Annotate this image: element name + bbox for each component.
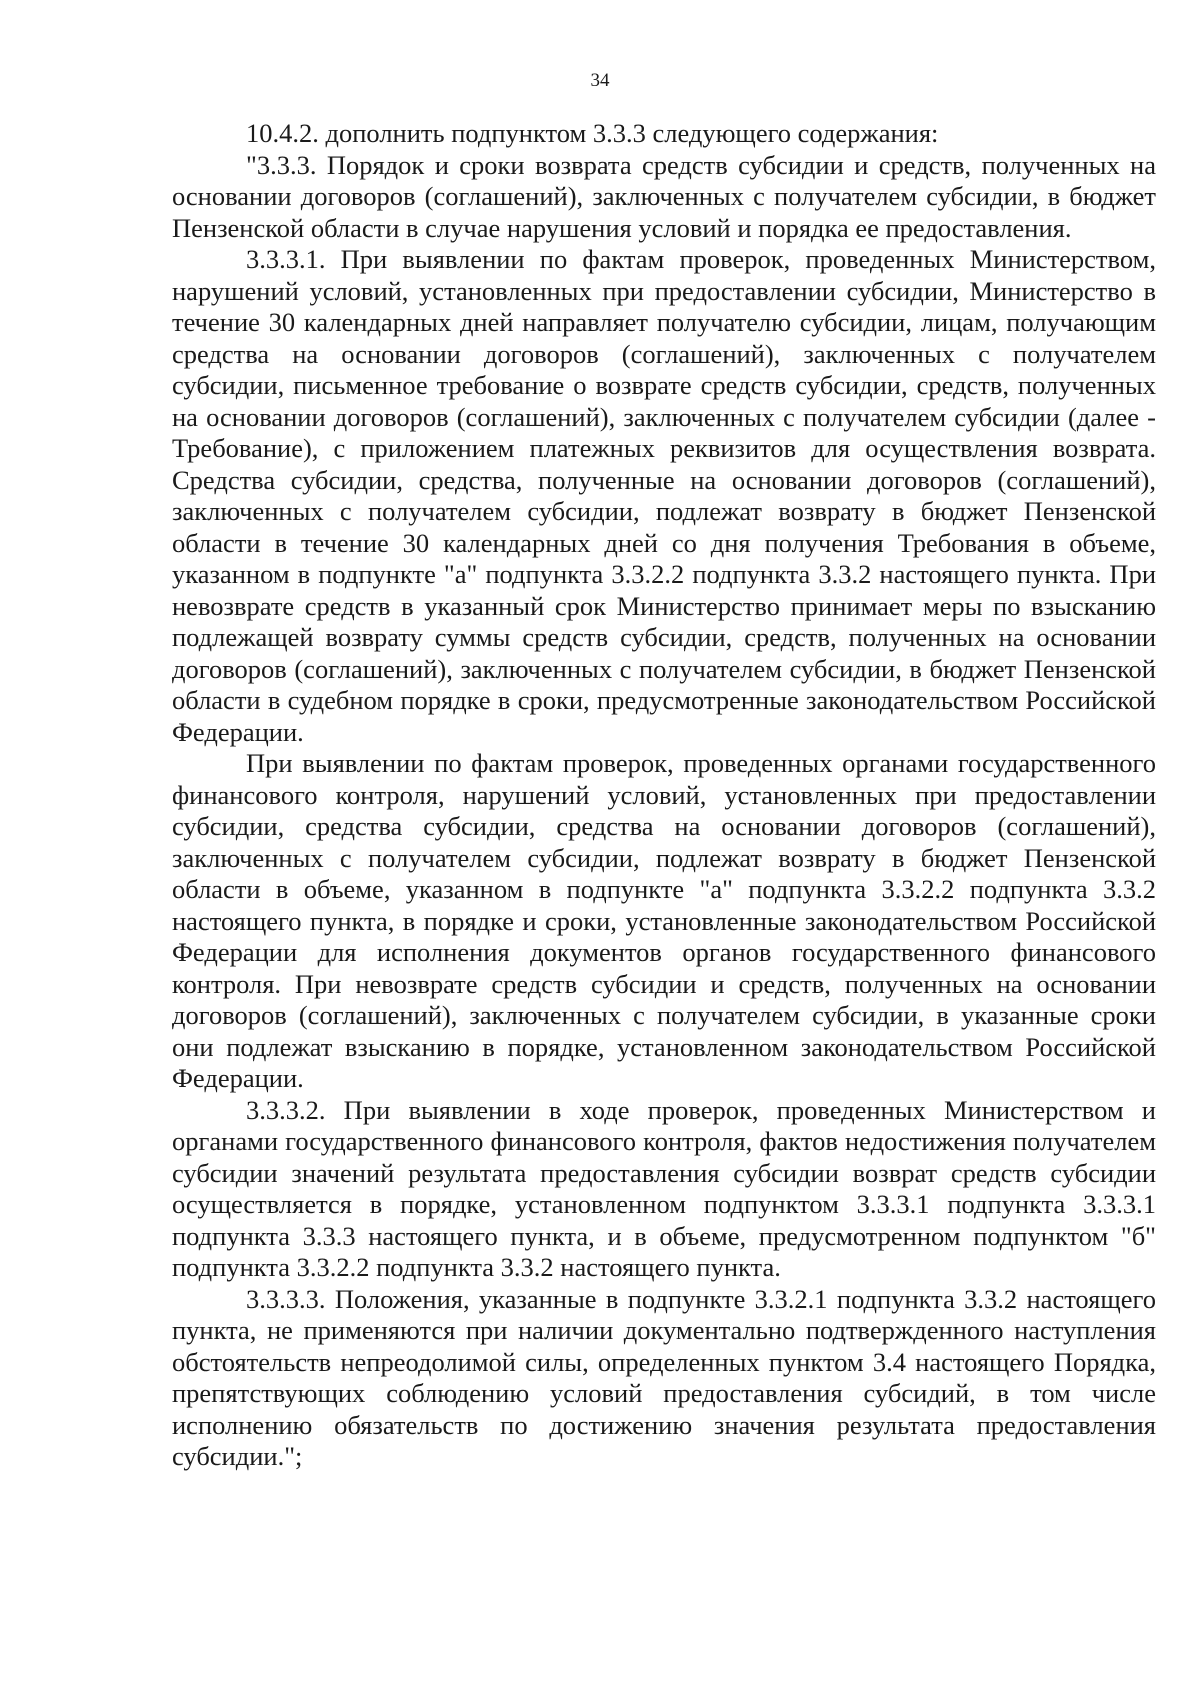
paragraph-financial-control: При выявлении по фактам проверок, проведенных органами государственного финансового контроля, нарушений условий, установленных при предоставлении субсидии, средства субсидии, средства на основании договоров (соглашений), заключенных с получателем субсидии, подлежат возврату в бюджет Пензенской области в объеме, указанном в подпункте "а" подпункта 3.3.2.2 подпункта 3.3.2 настоящего пункта, в порядке и сроки, установленные законодательством Российской Федерации для исполнения документов органов государственного финансового контроля. При невозврате средств субсидии и средств, полученных на основании договоров (соглашений), заключенных с получателем субсидии, в указанные сроки они подлежат взысканию в порядке, установленном законодательством Российской Федерации.: [172, 748, 1156, 1093]
document-body: [172, 118, 1156, 1473]
paragraph-3-3-3-3: 3.3.3.3. Положения, указанные в подпункте 3.3.2.1 подпункта 3.3.2 настоящего пункта, не применяются при наличии документально подтвержденного наступления обстоятельств непреодолимой силы, определенных пунктом 3.4 настоящего Порядка, препятствующих соблюдению условий предоставления субсидий, в том числе исполнению обязательств по достижению значения результата предоставления субсидии.";: [172, 1283, 1156, 1471]
page-number: 34: [590, 70, 610, 91]
paragraph-3-3-3-1: 3.3.3.1. При выявлении по фактам проверок, проведенных Министерством, нарушений условий, установленных при предоставлении субсидии, Министерство в течение 30 календарных дней направляет получателю субсидии, лицам, получающим средства на основании договоров (соглашений), заключенных с получателем субсидии, письменное требование о возврате средств субсидии, средств, полученных на основании договоров (соглашений), заключенных с получателем субсидии (далее - Требование), с приложением платежных реквизитов для осуществления возврата. Средства субсидии, средства, полученные на основании договоров (соглашений), заключенных с получателем субсидии, подлежат возврату в бюджет Пензенской области в течение 30 календарных дней со дня получения Требования в объеме, указанном в подпункте "а" подпункта 3.3.2.2 подпункта 3.3.2 настоящего пункта. При невозврате средств в указанный срок Министерство принимает меры по взысканию подлежащей возврату суммы средств субсидии, средств, полученных на основании договоров (соглашений), заключенных с получателем субсидии, в бюджет Пензенской области в судебном порядке в сроки, предусмотренные законодательством Российской Федерации.: [172, 244, 1156, 747]
paragraph-10-4-2: 10.4.2. дополнить подпунктом 3.3.3 следующего содержания:: [246, 118, 939, 148]
paragraph-3-3-3: "3.3.3. Порядок и сроки возврата средств субсидии и средств, полученных на основании договоров (соглашений), заключенных с получателем субсидии, в бюджет Пензенской области в случае нарушения условий и порядка ее предоставления.: [172, 149, 1156, 243]
paragraph-3-3-3-2: 3.3.3.2. При выявлении в ходе проверок, проведенных Министерством и органами государственного финансового контроля, фактов недостижения получателем субсидии значений результата предоставления субсидии возврат средств субсидии осуществляется в порядке, установленном подпунктом 3.3.3.1 подпункта 3.3.3.1 подпункта 3.3.3 настоящего пункта, и в объеме, предусмотренном подпунктом "б" подпункта 3.3.2.2 подпункта 3.3.2 настоящего пункта.: [172, 1094, 1156, 1282]
